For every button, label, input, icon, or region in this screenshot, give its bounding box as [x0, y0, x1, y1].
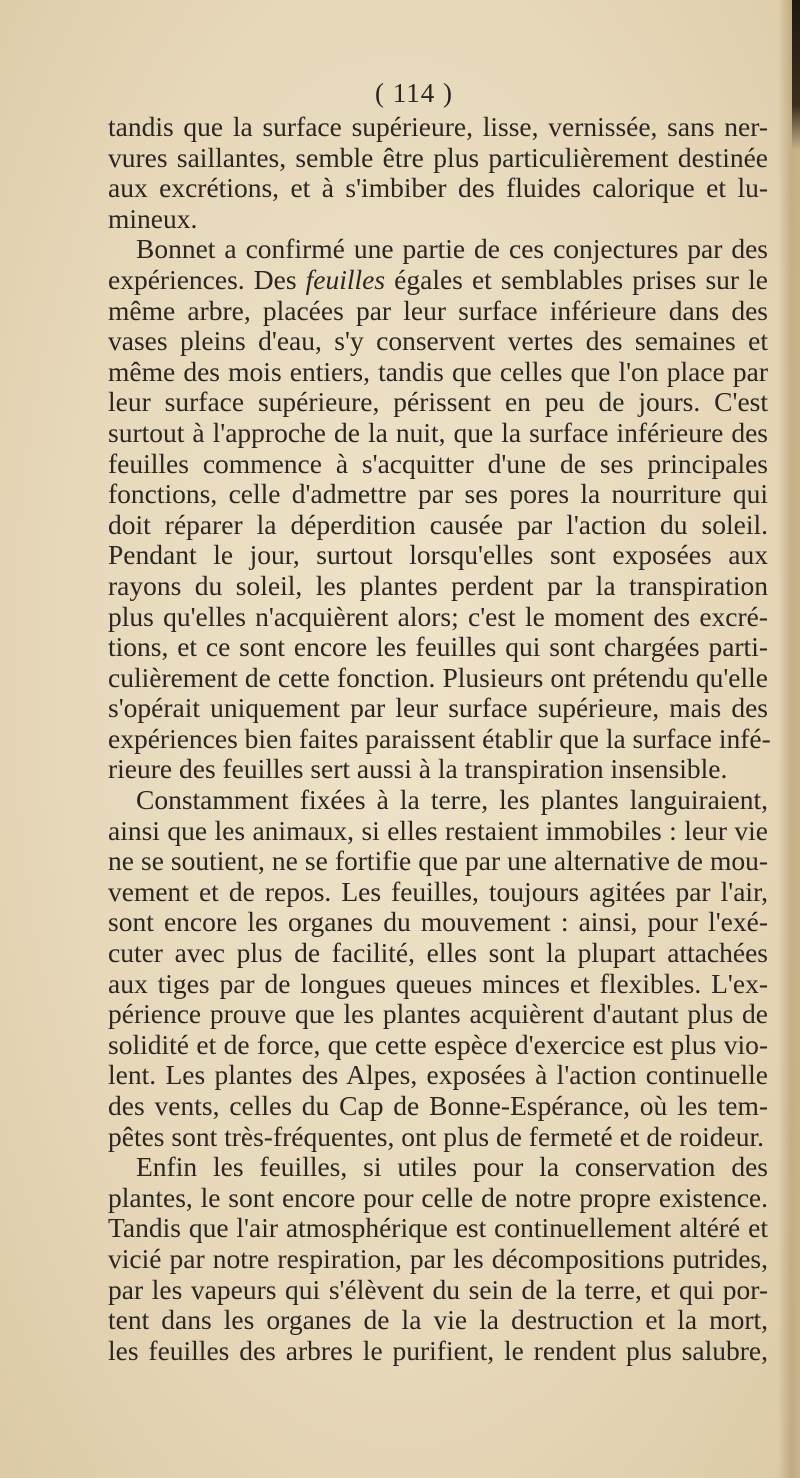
- text-line: même arbre, placées par leur surface inférieure dans des: [108, 294, 768, 326]
- text-line: sont encore les organes du mouvement : ainsi, pour l'exé-: [108, 906, 768, 938]
- text-line: solidité et de force, que cette espèce d'exercice est plus vio-: [108, 1028, 768, 1060]
- text-line: même des mois entiers, tandis que celles que l'on place par: [108, 355, 768, 387]
- text-line: expériences. Des feuilles égales et semblables prises sur le: [108, 263, 768, 295]
- text-line: surtout à l'approche de la nuit, que la surface inférieure des: [108, 416, 768, 448]
- text-line: rieure des feuilles sert aussi à la transpiration insensible.: [108, 753, 728, 785]
- text-line: plus qu'elles n'acquièrent alors; c'est le moment des excré-: [108, 600, 768, 632]
- text-line: ne se soutient, ne se fortifie que par une alternative de mou-: [108, 845, 768, 877]
- text-line: s'opérait uniquement par leur surface supérieure, mais des: [108, 692, 768, 724]
- text-line: expériences bien faites paraissent établir que la surface infé-: [108, 722, 771, 754]
- text-line: mineux.: [108, 202, 198, 234]
- body-text: [108, 111, 771, 1366]
- text-line: les feuilles des arbres le purifient, le rendent plus salubre,: [108, 1334, 768, 1366]
- text-line: feuilles commence à s'acquitter d'une de ses principales: [108, 447, 768, 479]
- text-line: culièrement de cette fonction. Plusieurs ont prétendu qu'elle: [108, 661, 768, 693]
- text-line: vicié par notre respiration, par les décompositions putrides,: [108, 1242, 768, 1274]
- text-line: des vents, celles du Cap de Bonne-Espérance, où les tem-: [108, 1090, 768, 1121]
- text-line: Pendant le jour, surtout lorsqu'elles sont exposées aux: [108, 539, 768, 571]
- text-line: tions, et ce sont encore les feuilles qui sont chargées parti-: [108, 631, 768, 663]
- page-edge-shadow: [778, 0, 800, 1478]
- text-line: leur surface supérieure, périssent en peu de jours. C'est: [108, 386, 768, 418]
- text-line: Bonnet a confirmé une partie de ces conjectures par des: [136, 233, 768, 265]
- text-line: vures saillantes, semble être plus particulièrement destinée: [108, 141, 768, 173]
- text-line: tent dans les organes de la vie la destruction et la mort,: [108, 1304, 768, 1336]
- text-line: fonctions, celle d'admettre par ses pores la nourriture qui: [108, 478, 768, 510]
- text-line: vement et de repos. Les feuilles, toujours agitées par l'air,: [108, 875, 768, 907]
- text-line: lent. Les plantes des Alpes, exposées à l'action continuelle: [108, 1059, 768, 1091]
- text-line: plantes, le sont encore pour celle de notre propre existence.: [108, 1181, 768, 1213]
- text-line: rayons du soleil, les plantes perdent par la transpiration: [108, 569, 768, 601]
- text-line: vases pleins d'eau, s'y conservent vertes des semaines et: [108, 325, 768, 357]
- text-line: cuter avec plus de facilité, elles sont la plupart attachées: [108, 937, 768, 969]
- text-line: Tandis que l'air atmosphérique est continuellement altéré et: [108, 1212, 768, 1244]
- text-line: ainsi que les animaux, si elles restaient immobiles : leur vie: [108, 814, 768, 846]
- text-line: aux excrétions, et à s'imbiber des fluides calorique et lu-: [108, 172, 768, 204]
- text-line: périence prouve que les plantes acquièrent d'autant plus de: [108, 998, 768, 1030]
- page-number: ( 114 ): [375, 78, 453, 108]
- italic-word: feuilles: [305, 263, 386, 295]
- text-line: doit réparer la déperdition causée par l'action du soleil.: [108, 508, 768, 540]
- binding-edge: [792, 0, 800, 150]
- text-line: Enfin les feuilles, si utiles pour la conservation des: [136, 1151, 768, 1183]
- text-line: pêtes sont très-fréquentes, ont plus de fermeté et de roideur.: [108, 1120, 764, 1152]
- text-line: Constamment fixées à la terre, les plantes languiraient,: [136, 784, 768, 816]
- text-line: tandis que la surface supérieure, lisse, vernissée, sans ner-: [108, 111, 768, 142]
- text-line: aux tiges par de longues queues minces et flexibles. L'ex-: [108, 967, 768, 999]
- text-line: par les vapeurs qui s'élèvent du sein de la terre, et qui por-: [108, 1273, 768, 1305]
